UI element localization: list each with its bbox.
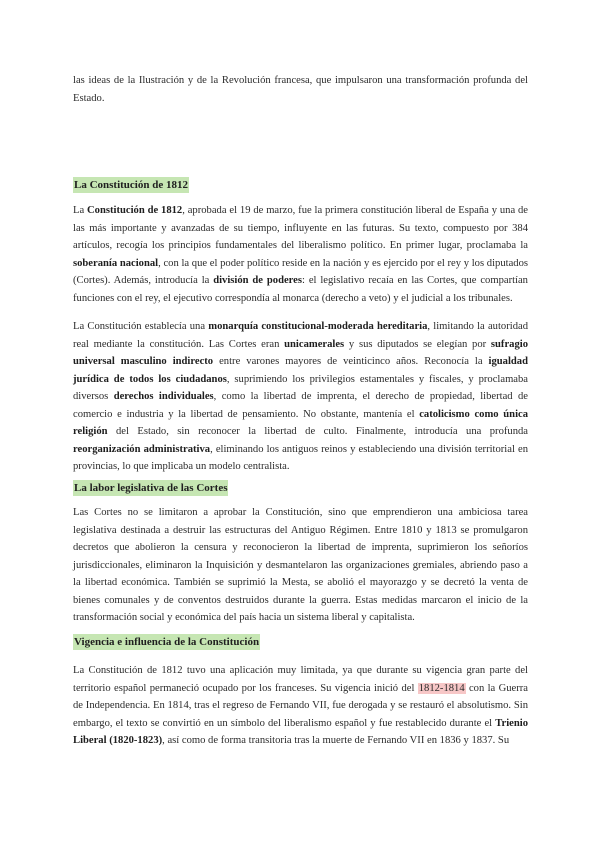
intro-paragraph: las ideas de la Ilustración y de la Revolución francesa, que impulsaron una transformación profunda del Estado. [73,75,528,104]
bold-term: igualdad jurídica de todos los ciudadanos [73,356,528,385]
bold-term: soberanía nacional [73,257,159,269]
validity-paragraph: La Constitución de 1812 tuvo una aplicación muy limitada, ya que durante su vigencia gran parte del territorio español permaneció ocupado por los franceses. Su vigencia inició del 1812-1814 con la Guerra de Independencia. En 1814, tras el regreso de Fernando VII, fue derogada y se restauró el absolutismo. Sin embargo, el texto se convirtió en un símbolo del liberalismo español y fue restablecido durante el Trienio Liberal (1820-1823), así como de forma transitoria tras la muerte de Fernando VII en 1836 y 1837. Su [73,665,529,746]
section-heading: La labor legislativa de las Cortes [74,482,228,494]
bold-term: derechos individuales [113,391,214,402]
section-heading-block [73,632,528,650]
bold-term: Trienio Liberal (1820-1823) [73,717,528,746]
bold-term: monarquía constitucional-moderada hereditaria [208,321,428,332]
bold-term: unicamerales [284,338,345,350]
paragraph-block [73,202,528,307]
paragraph-block [73,318,528,476]
section-heading: Vigencia e influencia de la Constitución [74,636,260,648]
intro-paragraph-block [73,72,528,107]
bold-term: catolicismo como única religión [73,408,529,437]
constitution-paragraph-1: La Constitución de 1812, aprobada el 19 de marzo, fue la primera constitución liberal de España y una de las más importante y avanzadas de su tiempo, influyente en las futuras. Su texto, compuesto por 384 artículos, recogía los principios fundamentales del liberalismo político. En primer lugar, proclamaba la soberanía nacional, con la que el poder político reside en la nación y es ejercido por el rey y los diputados (Cortes). Además, introducía la división de poderes: el legislativo recaía en las Cortes, que compartían funciones con el rey, el ejecutivo correspondía al monarca (derecho a veto) y el judicial a los tribunales. [73,205,528,304]
bold-term: reorganización administrativa [73,443,211,455]
section-heading: La Constitución de 1812 [74,179,188,191]
section-heading-block [73,175,528,193]
paragraph-block [73,504,528,627]
constitution-paragraph-2: La Constitución establecía una monarquía constitucional-moderada hereditaria, limitando la autoridad real mediante la constitución. Las Cortes eran unicamerales y sus diputados se elegían por sufragio universal masculino indirecto entre varones mayores de veinticinco años. Reconocía la igualdad jurídica de todos los ciudadanos, suprimiendo los privilegios estamentales y fiscales, y proclamaba diversos derechos individuales, como la libertad de imprenta, el derecho de propiedad, libertad de comercio e industria y la libertad de pensamiento. No obstante, mantenía el catolicismo como única religión del Estado, sin reconocer la libertad de culto. Finalmente, introducía una profunda reorganización administrativa, eliminando los antiguos reinos y estableciendo una división territorial en provincias, lo que implicaba un modelo centralista. [73,321,529,472]
bold-term: división de poderes [213,275,302,286]
paragraph-block [73,662,528,750]
legislative-paragraph: Las Cortes no se limitaron a aprobar la Constitución, sino que emprendieron una ambiciosa tarea legislativa destinada a destruir las estructuras del Antiguo Régimen. Entre 1810 y 1813 se promulgaron decretos que abolieron la censura y reconocieron la libertad de imprenta, suprimieron los señoríos jurisdiccionales, eliminaron la Inquisición y desmantelaron las organizaciones gremiales, abriendo paso a la libertad económica. También se suprimió la Mesta, se abolió el mayorazgo y se decretó la venta de bienes comunales y de conventos destruidos durante la guerra. Estas medidas marcaron el inicio de la transformación social y económica del país hacia un sistema liberal y capitalista. [73,507,528,623]
highlighted-dates: 1812-1814 [418,682,465,694]
bold-term: Constitución de 1812 [87,205,183,216]
section-heading-block [73,478,528,496]
bold-term: sufragio universal masculino indirecto [73,338,528,367]
